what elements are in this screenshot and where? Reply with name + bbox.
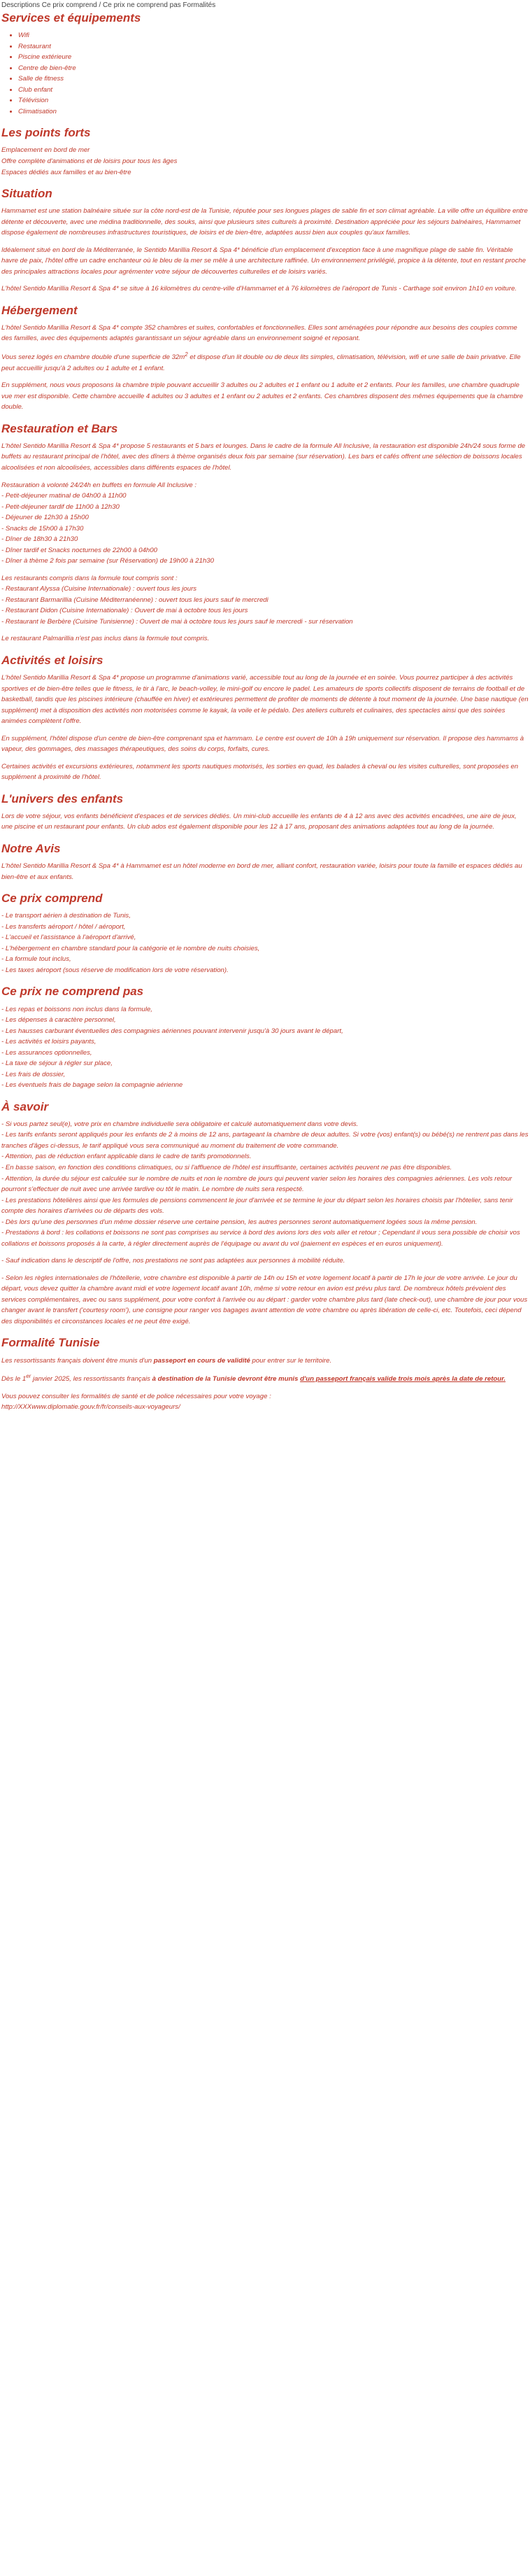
restaurant-list [1,573,529,628]
paragraph: - Selon les règles internationales de l'hôtellerie, votre chambre est disponible à partir de 14h ou 15h et votre logement locatif à partir de 17h le jour de votre arrivée. Le jour du départ, vous devez quitter la chambre avant midi et votre logement locatif avant 10h, même si votre retour en avion est prévu plus tard. De nombreux hôtels prévoient des services complémentaires, avec ou sans supplément, pour votre confort à l'arrivée ou au départ : garder votre chambre plus tard (late check-out), une chambre de jour pour vous changer avant le transfert ('courtesy room'), une consigne pour ranger vos bagages avant attention de votre chambre ou après libération de celle-ci, etc. Toutefois, ceci dépend des disponibilités et circonstances locales et ne peut être exigé. [1,1274,528,1325]
text-line: - Snacks de 15h00 à 17h30 [1,524,84,533]
heading-a-savoir: À savoir [1,1099,49,1113]
paragraph-passport [1,1356,529,1367]
section-a-savoir [1,1099,529,1328]
paragraph: L'hôtel Sentido Marillia Resort & Spa 4* se situe à 16 kilomètres du centre-ville d'Hammamet et à 76 kilomètres de l'aéroport de Tunis - Carthage soit environ 1h10 en voiture. [1,285,517,293]
section-formalite [1,1335,529,1412]
paragraph: L'hôtel Sentido Marillia Resort & Spa 4* à Hammamet est un hôtel moderne en bord de mer, alliant confort, restauration variée, loisirs pour toute la famille et espaces dédiés au bien-être et aux enfants. [1,862,522,881]
superscript: 2 [185,351,188,358]
points-forts-lines [1,145,529,178]
text-line: - Dîner tardif et Snacks nocturnes de 22h00 à 04h00 [1,546,157,554]
text-line: - Si vous partez seul(e), votre prix en chambre individuelle sera obligatoire et calculé automatiquement dans votre devis. [1,1120,359,1128]
paragraph-room [1,351,529,374]
text-line: - Les frais de dossier, [1,1070,66,1078]
text-line: - Petit-déjeuner tardif de 11h00 à 12h30 [1,502,120,511]
paragraph: Lors de votre séjour, vos enfants bénéficient d'espaces et de services dédiés. Un mini-club accueille les enfants de 4 à 12 ans avec des activités encadrées, une aire de jeux, une piscine et un restaurant pour enfants. Un club ados est également disponible pour les 12 à 17 ans, proposant des animations adaptées tout au long de la journée. [1,812,517,831]
text-line: - Restaurant Barmarillia (Cuisine Méditerranéenne) : ouvert tous les jours sauf le mercredi [1,596,268,604]
text-line: - Les prestations hôtelières ainsi que les formules de pensions commencent le jour d'arrivée et se termine le jour du départ selon les horaires choisis par l'hôtelier, sans tenir compte des horaires d'arrivées ou de départs des vols. [1,1196,513,1216]
text-line: - Le transport aérien à destination de Tunis, [1,912,131,920]
text-line: Les restaurants compris dans la formule tout compris sont : [1,574,178,582]
underlined-bold-text: d'un passeport français valide trois mois après la date de retour. [300,1375,506,1384]
text-line: Espaces dédiés aux familles et au bien-être [1,168,131,176]
text-line: - Les tarifs enfants seront appliqués pour les enfants de 2 à moins de 12 ans, partageant la chambre de deux adultes. Si votre (vos) enfant(s) ou bébé(s) ne rentrent pas dans les tranches d'âges ci-dessus, le tarif appliqué vous sera communiqué au moment du traitement de votre commande. [1,1131,529,1150]
paragraph: Idéalement situé en bord de la Méditerranée, le Sentido Marillia Resort & Spa 4* bénéficie d'un emplacement d'exception face à une magnifique plage de sable fin. Véritable havre de paix, l'hôtel offre un cadre enchanteur où le bleu de la mer se mêle à une architecture raffinée. Un environnement privilégié, propice à la détente, tout en restant proche des principales attractions locales pour agrémenter votre séjour de découvertes culturelles et de loisirs variés. [1,246,527,276]
section-restauration [1,421,529,645]
paragraph-2025 [1,1372,529,1385]
paragraph: L'hôtel Sentido Marillia Resort & Spa 4* propose 5 restaurants et 5 bars et lounges. Dans le cadre de la formule All Inclusive, la restauration est disponible 24h/24 sous forme de buffets au restaurant principal de l'hôtel, avec des dîners à thème organisés deux fois par semaine (sur réservation). Les bars et cafés offrent une sélection de boissons locales alcoolisées et non alcoolisées, accessibles dans différents espaces de l'hôtel. [1,442,526,472]
section-prix-ne-comprend [1,984,529,1090]
text-line: - Les assurances optionnelles, [1,1048,92,1057]
text-span: et dispose d'un lit double ou de deux lits simples, climatisation, télévision, wifi et une salle de bain privative. Elle peut accueillir jusqu'à 2 adultes ou 1 adulte et 1 enfant. [1,353,521,372]
text-line: - Dès lors qu'une des personnes d'un même dossier réserve une certaine pension, les autres personnes seront automatiquement logées sous la même pension. [1,1218,478,1226]
heading-situation: Situation [1,187,52,201]
section-enfants [1,791,529,833]
bold-text: à destination de la Tunisie devront être munis [152,1375,301,1384]
paragraph: En supplément, l'hôtel dispose d'un centre de bien-être comprenant spa et hammam. Le centre est ouvert de 10h à 19h uniquement sur réservation. Il propose des hammams à vapeur, des gommages, des massages thérapeutiques, des soins du corps, forfaits, cures. [1,734,524,754]
meal-schedule [1,480,529,567]
superscript: er [26,1373,31,1380]
heading-points-forts: Les points forts [1,126,91,140]
text-line: Offre complète d'animations et de loisirs pour tous les âges [1,157,178,165]
text-line: - Dîner de 18h30 à 21h30 [1,535,78,544]
heading-prix-comprend: Ce prix comprend [1,892,103,906]
text-line: - En basse saison, en fonction des conditions climatiques, ou si l'affluence de l'hôtel est insuffisante, certaines activités peuvent ne pas être disponibles. [1,1164,452,1171]
diplomatie-link[interactable]: http://XXXwww.diplomatie.gouv.fr/fr/conseils-aux-voyageurs/ [1,1403,180,1412]
text-span: Les ressortissants français doivent être munis d'un [1,1356,154,1365]
heading-avis: Notre Avis [1,842,61,855]
section-situation [1,186,529,295]
bold-text: passeport en cours de validité [153,1356,250,1365]
text-line: - La taxe de séjour à régler sur place, [1,1060,113,1068]
list-item: • Piscine extérieure [18,52,529,63]
paragraph: L'hôtel Sentido Marillia Resort & Spa 4* propose un programme d'animations varié, accessible tout au long de la journée et en soirée. Vous pourrez participer à des activités sportives et de bien-être telles que le fitness, le tir à l'arc, le beach-volley, le mini-golf ou encore le padel. Les amateurs de sports collectifs disposent de terrains de football et de basketball, tandis que les piscines intérieure (chauffée en hiver) et extérieures permettent de profiter de moments de détente à tout moment de la journée. Une base nautique (en supplément) met à disposition des activités non motorisées comme le kayak, la voile et le pédalo. Des ateliers culturels et culinaires, des spectacles ainsi que des soirées animées complètent l'offre. [1,674,529,726]
text-line: - Restaurant le Berbère (Cuisine Tunisienne) : Ouvert de mai à octobre tous les jours sauf le mercredi - sur réservation [1,617,353,626]
text-line: - Restaurant Alyssa (Cuisine Internationale) : ouvert tous les jours [1,585,197,593]
notes-block [1,1119,529,1249]
list-item: • Salle de fitness [18,73,529,85]
list-item: • Centre de bien-être [18,63,529,74]
heading-hebergement: Hébergement [1,303,78,317]
text-span: pour entrer sur le territoire. [250,1356,332,1365]
paragraph: - Sauf indication dans le descriptif de l'offre, nos prestations ne sont pas adaptées aux personnes à mobilité réduite. [1,1257,345,1265]
section-prix-comprend [1,891,529,976]
heading-prix-ne-comprend: Ce prix ne comprend pas [1,985,144,999]
text-line: - Prestations à bord : les collations et boissons ne sont pas comprises au service à bord des avions lors des vols aller et retour ; Cependant il vous sera possible de choisir vos collations et boissons proposés à la carte, à régler directement auprès de l'équipage ou avant du vol (paiement en espèces et en euros uniquement). [1,1229,520,1248]
section-activites [1,653,529,783]
paragraph: L'hôtel Sentido Marillia Resort & Spa 4* compte 352 chambres et suites, confortables et fonctionnelles. Elles sont aménagées pour répondre aux besoins des couples comme des familles, avec des équipements adaptés garantissant un séjour agréable dans un environnement soigné et reposant. [1,323,517,343]
heading-restauration: Restauration et Bars [1,421,118,435]
text-line: - L'accueil et l'assistance à l'aéroport d'arrivé, [1,934,136,942]
text-line: - Déjeuner de 12h30 à 15h00 [1,514,89,522]
text-span: Vous serez logés en chambre double d'une superficie de 32m [1,353,185,362]
paragraph-link [1,1391,529,1413]
section-avis [1,841,529,882]
text-line: - Dîner à thème 2 fois par semaine (sur Réservation) de 19h00 à 21h30 [1,557,214,565]
equipment-list [1,30,529,117]
paragraph: Certaines activités et excursions extérieures, notamment les sports nautiques motorisés, les sorties en quad, les balades à cheval ou les visites culturelles, sont proposées en supplément à proximité de l'hôtel. [1,762,519,782]
paragraph: En supplément, nous vous proposons la chambre triple pouvant accueillir 3 adultes ou 2 adultes et 1 enfant ou 1 adulte et 2 enfants. Pour les familles, une chambre quadruple vue mer est disponible. Cette chambre accueille 4 adultes ou 3 adultes et 1 enfant ou 2 adultes et 2 enfants. Ces chambres disposent des mêmes équipements que la chambre double. [1,381,524,411]
section-equipements [1,10,529,117]
paragraph: Le restaurant Palmarillia n'est pas inclus dans la formule tout compris. [1,635,210,643]
list-item: • Restaurant [18,41,529,52]
breadcrumb[interactable]: Descriptions Ce prix comprend / Ce prix ne comprend pas Formalités [1,1,216,9]
list-item: • Télévision [18,95,529,106]
text-span: Dès le 1 [1,1375,27,1384]
list-item: • Wifi [18,30,529,41]
section-points-forts [1,125,529,178]
text-line: - Petit-déjeuner matinal de 04h00 à 11h00 [1,492,127,500]
text-line: - Restaurant Didon (Cuisine Internationale) : Ouvert de mai à octobre tous les jours [1,607,248,615]
text-span: janvier 2025, les ressortissants français [31,1375,152,1384]
included-list [1,910,529,976]
section-hebergement [1,303,529,413]
text-line: - L'hébergement en chambre standard pour la catégorie et le nombre de nuits choisies, [1,944,260,952]
paragraph: Hammamet est une station balnéaire située sur la côte nord-est de la Tunisie, réputée pour ses longues plages de sable fin et son climat agréable. La ville offre un équilibre entre détente et découverte, avec une médina traditionnelle, des souks, ainsi que plusieurs sites culturels à proximité. Destination appréciée pour les séjours balnéaires, Hammamet dispose également de nombreuses infrastructures touristiques, de loisirs et de bien-être, adaptées aussi bien aux couples qu'aux familles. [1,207,528,237]
text-line: - Les dépenses à caractère personnel, [1,1016,116,1025]
text-line: Restauration à volonté 24/24h en buffets en formule All Inclusive : [1,481,197,489]
list-item: • Climatisation [18,106,529,118]
text-line: - Les repas et boissons non inclus dans la formule, [1,1005,152,1013]
heading-activites: Activités et loisirs [1,653,103,667]
list-item: • Club enfant [18,85,529,96]
text-line: - Les taxes aéroport (sous réserve de modification lors de votre réservation). [1,966,229,974]
text-line: - Attention, pas de réduction enfant applicable dans le cadre de tarifs promotionnels. [1,1153,252,1161]
text-line: - Les transferts aéroport / hôtel / aéroport, [1,922,126,931]
text-line: - Les hausses carburant éventuelles des compagnies aériennes pouvant intervenir jusqu'à 30 jours avant le départ, [1,1027,343,1035]
text-line: - La formule tout inclus, [1,955,71,964]
heading-equipements: Services et équipements [1,11,141,24]
excluded-list [1,1004,529,1091]
text-span: Vous pouvez consulter les formalités de santé et de police nécessaires pour votre voyage : [1,1392,271,1400]
text-line: Emplacement en bord de mer [1,146,90,155]
heading-formalite: Formalité Tunisie [1,1336,100,1350]
text-line: - Les éventuels frais de bagage selon la compagnie aérienne [1,1081,183,1090]
heading-enfants: L'univers des enfants [1,791,124,805]
text-line: - Les activités et loisirs payants, [1,1038,96,1046]
text-line: - Attention, la durée du séjour est calculée sur le nombre de nuits et non le nombre de jours qui peuvent varier selon les horaires des compagnies aériennes. Les vols retour pourront s'effectuer de nuit avec une arrivée tardive ou tôt le matin. Le nombre de nuits sera respecté. [1,1174,513,1194]
